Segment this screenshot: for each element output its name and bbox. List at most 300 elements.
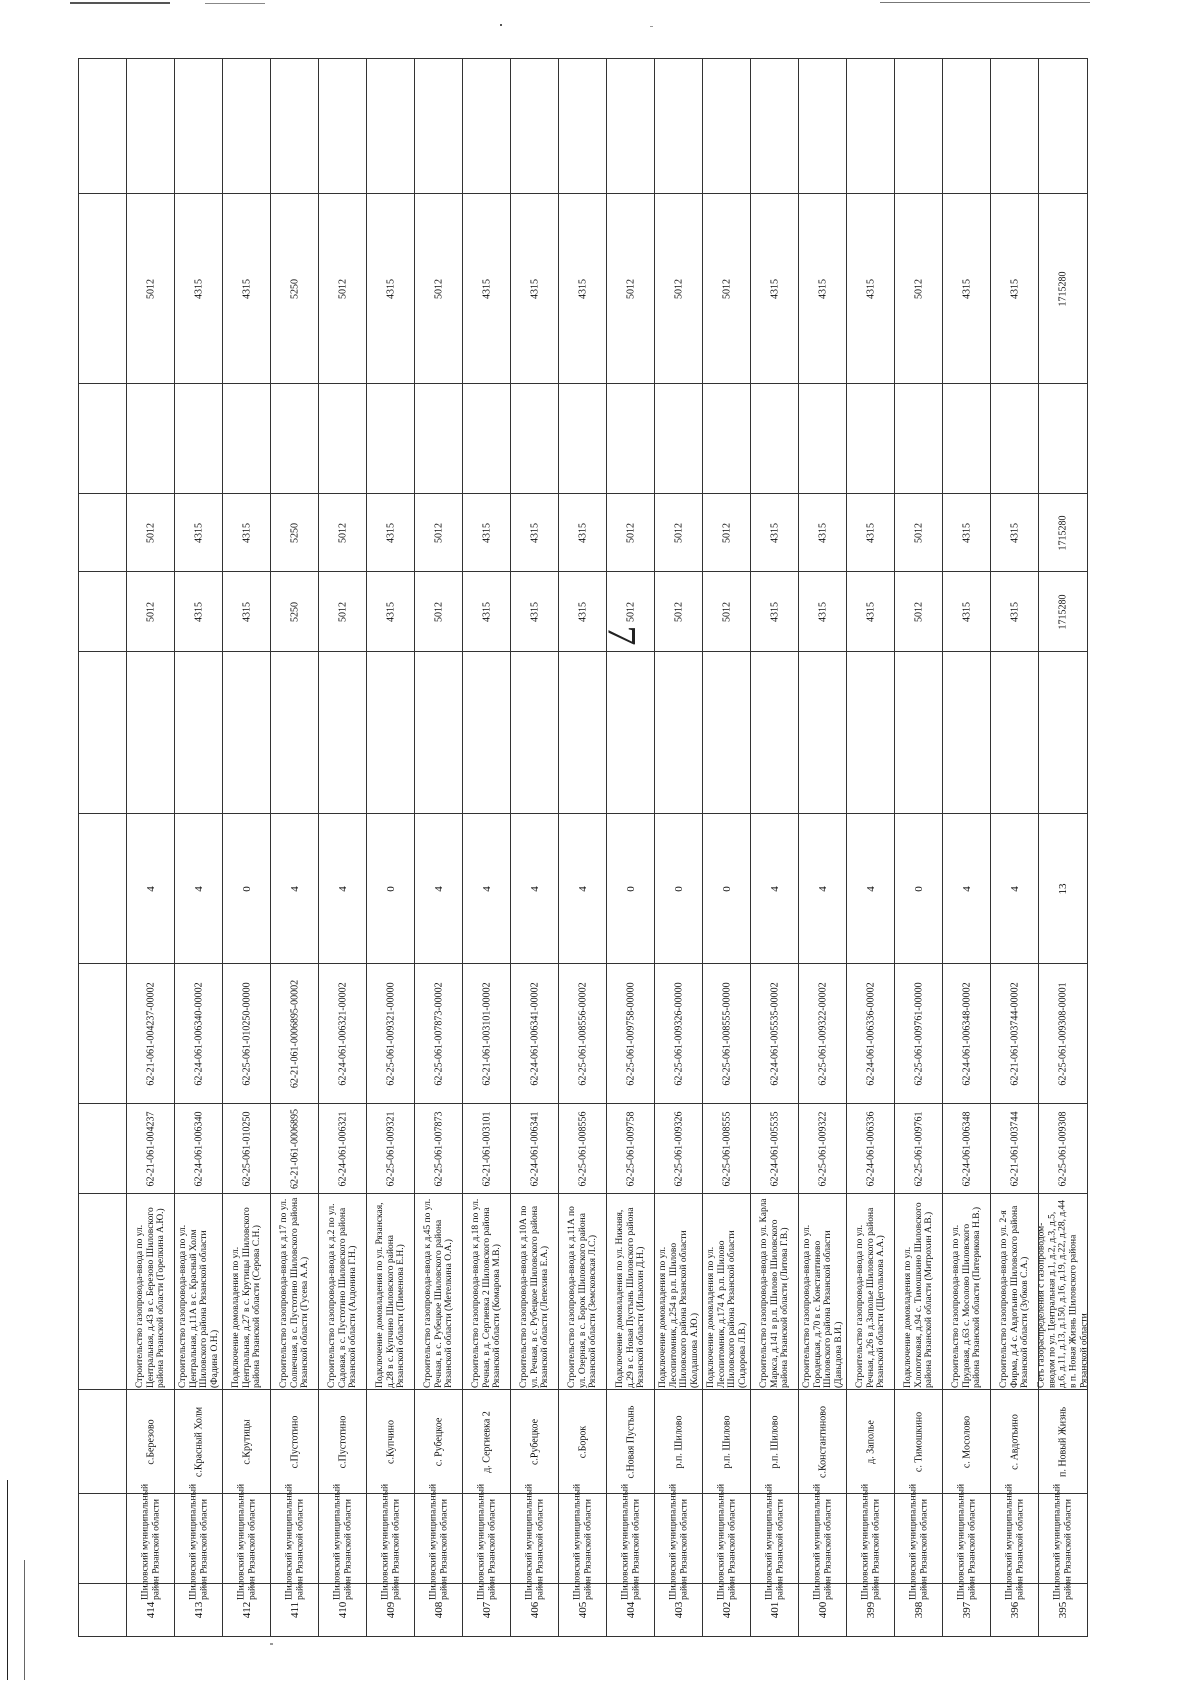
- cell-text-locality: с.Пустотино: [288, 1415, 300, 1468]
- cell-v1: [559, 572, 607, 652]
- cell-v1: [415, 572, 463, 652]
- cell-text-description: Строительство газопровода-ввода к д.10А по ул. Речная, в с. Рубецкое Шиловского района Рязанской области (Лепехина Е.А.): [518, 1205, 550, 1388]
- cell-municipality: [223, 1483, 271, 1600]
- cell-v3: [319, 194, 367, 384]
- cell-text-count: 4: [816, 885, 829, 892]
- cell-text-num: 410: [336, 1601, 349, 1619]
- cell-text-v1: 5012: [432, 601, 444, 622]
- table-cell-empty: [655, 652, 703, 814]
- cell-v3: [463, 194, 511, 384]
- cell-text-v1: 4315: [1008, 601, 1020, 622]
- cell-text-v3: 4315: [528, 278, 540, 299]
- scan-artifact: [880, 2, 1090, 3]
- cell-text-count: 13: [1056, 883, 1069, 894]
- cell-v3: [127, 194, 175, 384]
- cell-description: [463, 1194, 511, 1390]
- cell-text-cad2: 62-24-061-006341-00002: [528, 981, 540, 1086]
- cell-v2: [127, 494, 175, 572]
- table-band: [79, 1194, 1088, 1390]
- cell-v3: [847, 194, 895, 384]
- cell-text-description: Подключение домовладения по ул. Лесопитомник, д.254 в р.п. Шилово Шиловского района Рязанской области (Колдашова А.Ю.): [657, 1229, 700, 1388]
- table-cell-empty: [223, 59, 271, 194]
- cell-text-count: 4: [528, 885, 541, 892]
- table-cell-empty: [847, 384, 895, 494]
- table-cell-empty: [175, 59, 223, 194]
- cell-v1: [895, 572, 943, 652]
- cell-text-v1: 5012: [912, 601, 924, 622]
- cell-cad1: [319, 1104, 367, 1194]
- cell-text-v3: 1715280: [1057, 271, 1069, 306]
- cell-text-cad1: 62-21-061-003101: [480, 1111, 492, 1186]
- cell-count: [511, 814, 559, 964]
- cell-v1: [847, 572, 895, 652]
- cell-v3: [751, 194, 799, 384]
- cell-cad1: [703, 1104, 751, 1194]
- cell-text-cad2: 62-21-061-003744-00002: [1008, 981, 1020, 1086]
- cell-text-description: Строительство газопровода-ввода по ул. Центральная, д.43 в с. Березово Шиловского района Рязанской области (Горелкина А.Ю.): [134, 1206, 166, 1388]
- cell-text-locality: с.Крутицы: [240, 1418, 252, 1465]
- cell-text-municipality: Шиловский муниципальный район Рязанской области: [715, 1483, 737, 1600]
- cell-count: [463, 814, 511, 964]
- table-band: [79, 1584, 1088, 1637]
- table-cell-empty: [1039, 59, 1088, 194]
- cell-text-v2: 5012: [720, 522, 732, 543]
- cell-text-description: Сеть газораспределения с газопроводом-вводом по ул. Центральная д.1, д.2, д.3, д.5, д.6, д.11, д.13, д.150, д.16, д.19, д.22, д.28, д.44 в п. Новая Жизнь Шиловского района Рязанской области: [1036, 1199, 1089, 1388]
- cell-text-v1: 5012: [624, 601, 636, 622]
- cell-text-v3: 4315: [576, 278, 588, 299]
- cell-text-cad1: 62-24-061-006341: [528, 1111, 540, 1186]
- cell-num: [319, 1584, 367, 1637]
- cell-text-municipality: Шиловский муниципальный район Рязанской области: [763, 1483, 785, 1600]
- cell-text-count: 4: [960, 885, 973, 892]
- cell-text-v1: 4315: [960, 601, 972, 622]
- table-band: [79, 194, 1088, 384]
- cell-v2: [559, 494, 607, 572]
- cell-text-v2: 5012: [432, 522, 444, 543]
- table-cell-empty: [799, 652, 847, 814]
- cell-text-v1: 4315: [384, 601, 396, 622]
- cell-text-v1: 5012: [672, 601, 684, 622]
- table-cell-empty: [127, 652, 175, 814]
- cell-text-v2: 4315: [384, 522, 396, 543]
- cell-municipality: [991, 1483, 1039, 1600]
- cell-v1: [799, 572, 847, 652]
- cell-text-cad2: 62-24-061-006336-00002: [864, 981, 876, 1086]
- cell-text-cad2: 62-24-061-005535-00002: [768, 981, 780, 1086]
- cell-text-description: Строительство газопровода-ввода по ул. Прудовая, д.63 с. Мосолово Шиловского района Рязанской области (Пятерикова Н.В.): [950, 1206, 982, 1388]
- table-cell-empty: [943, 59, 991, 194]
- cell-v3: [655, 194, 703, 384]
- table-band: [79, 59, 1088, 194]
- cell-text-v1: 1715280: [1057, 594, 1069, 629]
- cell-text-cad2: 62-21-061-003101-00002: [480, 981, 492, 1086]
- cell-text-cad1: 62-25-061-009326: [672, 1111, 684, 1186]
- cell-v3: [271, 194, 319, 384]
- cell-v1: [607, 572, 655, 652]
- scan-artifact: [650, 26, 653, 27]
- table-cell-empty: [991, 652, 1039, 814]
- table-cell-empty: [559, 59, 607, 194]
- table-cell-empty: [367, 384, 415, 494]
- cell-cad2: [559, 964, 607, 1104]
- cell-cad2: [895, 964, 943, 1104]
- cell-v2: [415, 494, 463, 572]
- table-cell-empty: [415, 384, 463, 494]
- cell-v3: [559, 194, 607, 384]
- binder-edge: [24, 1560, 25, 1680]
- cell-v3: [607, 194, 655, 384]
- cell-count: [751, 814, 799, 964]
- cell-cad1: [175, 1104, 223, 1194]
- cell-text-v2: 5012: [624, 522, 636, 543]
- cell-text-v1: 4315: [576, 601, 588, 622]
- table-cell-empty: [463, 59, 511, 194]
- cell-description: [223, 1194, 271, 1390]
- cell-v1: [1039, 572, 1088, 652]
- cell-count: [319, 814, 367, 964]
- binder-edge: [7, 1480, 8, 1680]
- cell-cad1: [367, 1104, 415, 1194]
- cell-v1: [367, 572, 415, 652]
- cell-v3: [991, 194, 1039, 384]
- cell-text-cad2: 62-25-061-010250-00000: [240, 981, 252, 1086]
- cell-text-municipality: Шиловский муниципальный район Рязанской области: [283, 1483, 305, 1600]
- table-band: [79, 814, 1088, 964]
- cell-municipality: [175, 1483, 223, 1600]
- cell-v2: [847, 494, 895, 572]
- cell-text-v1: 4315: [528, 601, 540, 622]
- cell-text-cad2: 62-25-061-008555-00000: [720, 981, 732, 1086]
- cell-text-locality: с.Новая Пустынь: [624, 1405, 636, 1478]
- cell-municipality: [799, 1483, 847, 1600]
- table-cell-empty: [319, 384, 367, 494]
- cell-cad2: [415, 964, 463, 1104]
- cell-text-municipality: Шиловский муниципальный район Рязанской области: [475, 1483, 497, 1600]
- cell-text-v3: 4315: [1008, 278, 1020, 299]
- cell-description: [415, 1194, 463, 1390]
- cell-text-v1: 5250: [288, 601, 300, 622]
- cell-description: [127, 1194, 175, 1390]
- cell-text-v3: 5012: [144, 278, 156, 299]
- table-cell-empty: [943, 384, 991, 494]
- table-cell-empty: [751, 59, 799, 194]
- table-cell-empty: [223, 384, 271, 494]
- cell-municipality: [847, 1483, 895, 1600]
- cell-text-v2: 4315: [768, 522, 780, 543]
- cell-text-v2: 4315: [864, 522, 876, 543]
- cell-text-count: 4: [144, 885, 157, 892]
- table-cell-empty: [415, 59, 463, 194]
- cell-text-v3: 5012: [336, 278, 348, 299]
- cell-text-cad1: 62-25-061-010250: [240, 1111, 252, 1186]
- cell-v1: [511, 572, 559, 652]
- table-cell-empty: [271, 59, 319, 194]
- cell-municipality: [367, 1483, 415, 1600]
- cell-text-locality: с.Красный Холм: [192, 1406, 204, 1477]
- cell-v2: [799, 494, 847, 572]
- cell-v1: [751, 572, 799, 652]
- cell-cad2: [943, 964, 991, 1104]
- cell-count: [655, 814, 703, 964]
- cell-text-municipality: Шиловский муниципальный район Рязанской области: [379, 1483, 401, 1600]
- table-cell-empty: [607, 652, 655, 814]
- cell-text-description: Подключение домовладения по ул. Центральная, д.27 в с. Крутицы Шиловского района Рязанской области (Серова С.Н.): [230, 1206, 262, 1388]
- cell-num: [175, 1584, 223, 1637]
- cell-text-count: 4: [336, 885, 349, 892]
- cell-cad1: [607, 1104, 655, 1194]
- table-cell-empty: [367, 652, 415, 814]
- cell-text-num: 397: [960, 1601, 973, 1619]
- table-cell-empty: [703, 59, 751, 194]
- cell-municipality: [511, 1483, 559, 1600]
- cell-text-municipality: Шиловский муниципальный район Рязанской области: [139, 1483, 161, 1600]
- cell-num: [127, 1584, 175, 1637]
- cell-num: [1039, 1584, 1088, 1637]
- cell-text-count: 0: [720, 885, 733, 892]
- cell-text-description: Подключение домовладения по ул. Нижняя, д.29 в с. Новая Пустынь Шиловского района Рязанской области (Ильюхин Д.Н.): [614, 1206, 646, 1388]
- cell-text-cad2: 62-25-061-009761-00000: [912, 981, 924, 1086]
- cell-municipality: [127, 1483, 175, 1600]
- table-band: [79, 652, 1088, 814]
- cell-text-num: 398: [912, 1601, 925, 1619]
- cell-v2: [223, 494, 271, 572]
- cell-num: [751, 1584, 799, 1637]
- cell-text-locality: с.Борок: [576, 1425, 588, 1458]
- cell-municipality: [751, 1483, 799, 1600]
- cell-text-v1: 4315: [816, 601, 828, 622]
- cell-v2: [175, 494, 223, 572]
- table-cell-empty: [799, 384, 847, 494]
- cell-v2: [271, 494, 319, 572]
- cell-num: [271, 1584, 319, 1637]
- cell-cad1: [991, 1104, 1039, 1194]
- cell-text-v3: 5012: [672, 278, 684, 299]
- table-cell-blank: [79, 814, 127, 964]
- cell-text-description: Подключение домовладения по ул. Лесопитомник, д.174 А р.п. Шилово Шиловского района Рязанской области (Сидорова Л.В.): [705, 1229, 748, 1388]
- cell-text-count: 4: [576, 885, 589, 892]
- cell-text-count: 4: [432, 885, 445, 892]
- cell-text-cad1: 62-25-061-008556: [576, 1111, 588, 1186]
- cell-text-cad2: 62-24-061-006348-00002: [960, 981, 972, 1086]
- cell-cad1: [271, 1104, 319, 1194]
- table-band: [79, 964, 1088, 1104]
- cell-v1: [127, 572, 175, 652]
- table-cell-empty: [799, 59, 847, 194]
- cell-text-v3: 4315: [192, 278, 204, 299]
- cell-v2: [511, 494, 559, 572]
- table-cell-empty: [703, 384, 751, 494]
- table-cell-empty: [943, 652, 991, 814]
- table-cell-empty: [559, 652, 607, 814]
- cell-municipality: [703, 1483, 751, 1600]
- cell-text-cad2: 62-25-061-009326-00000: [672, 981, 684, 1086]
- cell-text-v2: 4315: [576, 522, 588, 543]
- cell-num: [559, 1584, 607, 1637]
- cell-text-v3: 4315: [480, 278, 492, 299]
- cell-cad1: [511, 1104, 559, 1194]
- cell-text-v3: 4315: [768, 278, 780, 299]
- cell-text-locality: д. Сергиевка 2: [480, 1410, 492, 1473]
- cell-description: [751, 1194, 799, 1390]
- cell-text-cad1: 62-25-061-009758: [624, 1111, 636, 1186]
- cell-text-municipality: Шиловский муниципальный район Рязанской области: [187, 1483, 209, 1600]
- cell-text-municipality: Шиловский муниципальный район Рязанской области: [1052, 1483, 1073, 1600]
- table-cell-blank: [79, 1584, 127, 1637]
- cell-cad2: [655, 964, 703, 1104]
- table-cell-empty: [175, 652, 223, 814]
- cell-text-num: 411: [288, 1601, 301, 1619]
- cell-text-description: Строительство газопровода-ввода по ул. 2-я Фирма, д.4 с. Авдотьино Шиловского района Рязанской области (Зубков С.А.): [998, 1205, 1030, 1388]
- cell-description: [1036, 1194, 1089, 1390]
- cell-text-municipality: Шиловский муниципальный район Рязанской области: [955, 1483, 977, 1600]
- cell-text-municipality: Шиловский муниципальный район Рязанской области: [571, 1483, 593, 1600]
- cell-text-v3: 4315: [384, 278, 396, 299]
- cell-cad2: [511, 964, 559, 1104]
- cell-cad1: [1039, 1104, 1088, 1194]
- cell-description: [895, 1194, 943, 1390]
- cell-num: [799, 1584, 847, 1637]
- cell-cad2: [1039, 964, 1088, 1104]
- cell-v3: [895, 194, 943, 384]
- cell-text-locality: р.п. Шилово: [672, 1415, 684, 1468]
- table-cell-blank: [79, 964, 127, 1104]
- table-cell-empty: [703, 652, 751, 814]
- cell-num: [463, 1584, 511, 1637]
- cell-cad2: [703, 964, 751, 1104]
- table-cell-blank: [79, 572, 127, 652]
- cell-text-num: 414: [144, 1601, 157, 1619]
- cell-v2: [1039, 494, 1088, 572]
- cell-v2: [991, 494, 1039, 572]
- table-cell-empty: [463, 384, 511, 494]
- cell-text-cad2: 62-25-061-009758-00000: [624, 981, 636, 1086]
- cell-cad2: [991, 964, 1039, 1104]
- page-number: 7: [599, 625, 645, 646]
- cell-text-v2: 1715280: [1057, 515, 1069, 550]
- cell-text-locality: с. Мосолово: [960, 1415, 972, 1468]
- cell-description: [319, 1194, 367, 1390]
- cell-count: [1039, 814, 1088, 964]
- cell-cad2: [463, 964, 511, 1104]
- cell-cad1: [943, 1104, 991, 1194]
- cell-text-locality: с. Авдотьино: [1008, 1413, 1020, 1470]
- cell-v2: [895, 494, 943, 572]
- cell-text-num: 396: [1008, 1601, 1021, 1619]
- table-cell-empty: [991, 384, 1039, 494]
- cell-text-v2: 4315: [192, 522, 204, 543]
- table-band: [79, 572, 1088, 652]
- cell-text-v1: 5012: [720, 601, 732, 622]
- cell-count: [799, 814, 847, 964]
- cell-count: [895, 814, 943, 964]
- cell-cad2: [175, 964, 223, 1104]
- cell-v3: [223, 194, 271, 384]
- cell-text-cad1: 62-25-061-008555: [720, 1111, 732, 1186]
- table-band: [79, 1494, 1088, 1584]
- cell-text-cad1: 62-24-061-006336: [864, 1111, 876, 1186]
- table-cell-empty: [511, 384, 559, 494]
- cell-cad2: [847, 964, 895, 1104]
- cell-text-locality: с.Пустотино: [336, 1415, 348, 1468]
- cell-municipality: [943, 1483, 991, 1600]
- cell-text-description: Подключение домовладения по ул. Рязанская, д.28 в с. Купчино Шиловского района Рязанской области (Пименова Е.Н.): [374, 1202, 406, 1388]
- cell-text-cad2: 62-25-061-008556-00002: [576, 981, 588, 1086]
- cell-text-v2: 4315: [1008, 522, 1020, 543]
- table-cell-empty: [607, 59, 655, 194]
- cell-count: [991, 814, 1039, 964]
- table-cell-empty: [415, 652, 463, 814]
- cell-v3: [367, 194, 415, 384]
- cell-cad1: [895, 1104, 943, 1194]
- table-cell-empty: [1039, 384, 1088, 494]
- cell-text-count: 4: [768, 885, 781, 892]
- cell-text-v3: 5012: [624, 278, 636, 299]
- table-cell-empty: [1039, 652, 1088, 814]
- cell-num: [703, 1584, 751, 1637]
- cell-text-v3: 5012: [720, 278, 732, 299]
- table-cell-empty: [895, 59, 943, 194]
- cell-text-locality: с. Рубецкое: [432, 1417, 444, 1466]
- cell-text-description: Строительство газопровода-ввода по ул. Центральная, д.11А в с. Красный Холм Шиловского района Рязанской области (Фадина О.Н.): [177, 1224, 220, 1388]
- cell-text-cad1: 62-25-061-009308: [1057, 1111, 1069, 1186]
- table-cell-empty: [895, 384, 943, 494]
- cell-text-cad2: 62-21-061-004237-00002: [144, 981, 156, 1086]
- cell-text-cad1: 62-25-061-009322: [816, 1111, 828, 1186]
- scan-artifact: [500, 24, 502, 26]
- registry-table: [78, 58, 1088, 1637]
- cell-num: [367, 1584, 415, 1637]
- cell-description: [847, 1194, 895, 1390]
- cell-text-description: Строительство газопровода-ввода к д.2 по ул. Садовая, в с. Пустотино Шиловского района Рязанской области (Алдонина Г.Н.): [326, 1203, 358, 1388]
- table-cell-blank: [79, 1194, 127, 1390]
- cell-cad2: [751, 964, 799, 1104]
- cell-municipality: [655, 1483, 703, 1600]
- cell-municipality: [463, 1483, 511, 1600]
- cell-description: [655, 1194, 703, 1390]
- table-cell-blank: [79, 1390, 127, 1494]
- cell-v1: [223, 572, 271, 652]
- table-cell-empty: [271, 384, 319, 494]
- cell-text-v1: 5012: [144, 601, 156, 622]
- cell-text-municipality: Шиловский муниципальный район Рязанской области: [619, 1483, 641, 1600]
- cell-text-v2: 4315: [528, 522, 540, 543]
- cell-municipality: [895, 1483, 943, 1600]
- cell-text-num: 406: [528, 1601, 541, 1619]
- cell-description: [943, 1194, 991, 1390]
- cell-text-v2: 5012: [672, 522, 684, 543]
- cell-cad1: [223, 1104, 271, 1194]
- cell-text-count: 4: [192, 885, 205, 892]
- cell-v2: [655, 494, 703, 572]
- cell-text-num: 413: [192, 1601, 205, 1619]
- table-cell-empty: [271, 652, 319, 814]
- table-band: [79, 1104, 1088, 1194]
- table-cell-empty: [175, 384, 223, 494]
- cell-text-num: 401: [768, 1601, 781, 1619]
- cell-text-v2: 5012: [912, 522, 924, 543]
- cell-text-v2: 5012: [336, 522, 348, 543]
- cell-num: [895, 1584, 943, 1637]
- cell-cad1: [415, 1104, 463, 1194]
- table-band: [79, 494, 1088, 572]
- cell-v2: [751, 494, 799, 572]
- cell-cad1: [559, 1104, 607, 1194]
- cell-text-v1: 4315: [768, 601, 780, 622]
- cell-municipality: [1039, 1483, 1088, 1600]
- cell-text-cad1: 62-21-061-004237: [144, 1111, 156, 1186]
- table-cell-empty: [319, 59, 367, 194]
- cell-num: [607, 1584, 655, 1637]
